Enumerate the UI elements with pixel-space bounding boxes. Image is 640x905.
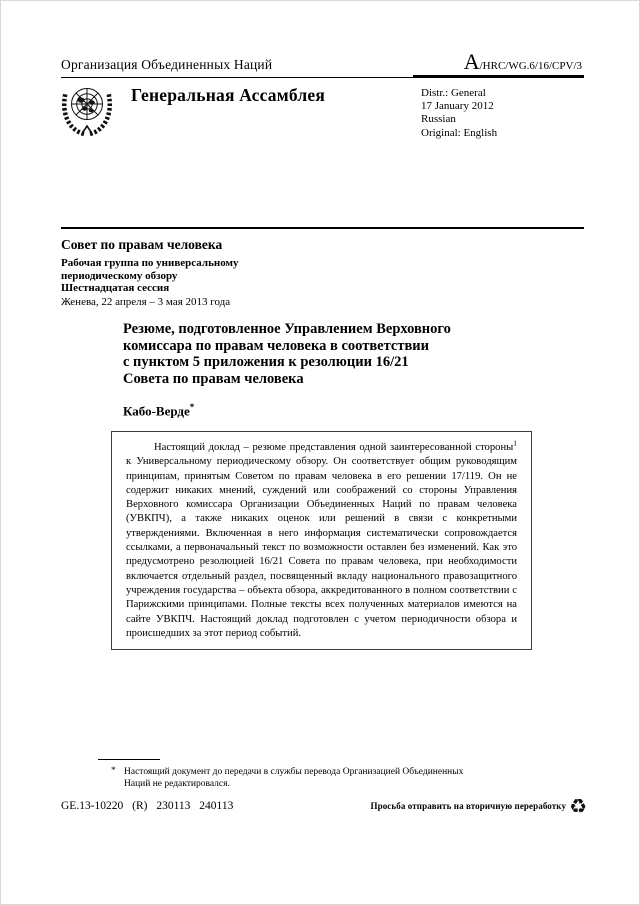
- original-line: Original: English: [421, 126, 498, 139]
- summary-text-part1: Настоящий доклад – резюме представления одной заинтересованной стороны: [154, 442, 514, 453]
- distribution-block: [421, 87, 497, 140]
- language-line: Russian: [421, 113, 456, 126]
- council-name: Совет по правам человека: [61, 237, 223, 252]
- title-line: Совета по правам человека: [123, 370, 304, 387]
- footnote-marker: *: [111, 766, 116, 776]
- footer-recycle-note: [371, 796, 588, 816]
- org-name: Организация Объединенных Наций: [61, 57, 273, 72]
- recycle-text: Просьба отправить на вторичную переработку: [370, 801, 567, 811]
- header-rule-thick: [413, 75, 584, 78]
- country-heading: [123, 402, 194, 419]
- title-line: Резюме, подготовленное Управлением Верховного: [123, 321, 451, 337]
- footnote-text: Настоящий документ до передачи в службы перевода Организацией Объединенных Наций не редактировался.: [124, 767, 464, 789]
- section-divider: [61, 227, 584, 229]
- recycle-icon: ♻: [569, 794, 587, 818]
- working-group-line: периодическому обзору: [61, 269, 178, 282]
- summary-footnote-ref: 1: [513, 438, 517, 448]
- title-line: комиссара по правам человека в соответствии: [123, 337, 429, 354]
- un-emblem-icon: [57, 80, 117, 140]
- country-name: Кабо-Верде: [123, 403, 190, 419]
- footer-document-code: GE.13-10220 (R) 230113 240113: [61, 800, 234, 812]
- assembly-title: Генеральная Ассамблея: [131, 85, 325, 105]
- symbol-letter: A: [463, 49, 480, 74]
- date-line: 17 January 2012: [421, 100, 494, 113]
- document-symbol: [464, 51, 582, 74]
- symbol-rest: /HRC/WG.6/16/CPV/3: [479, 60, 582, 72]
- venue-dates: Женева, 22 апреля – 3 мая 2013 года: [61, 295, 231, 308]
- summary-paragraph: [126, 438, 517, 641]
- footnote-separator: [98, 759, 160, 760]
- distr-line: Distr.: General: [421, 87, 486, 99]
- summary-box: [111, 431, 532, 650]
- working-group-line: Рабочая группа по универсальному: [61, 257, 239, 269]
- document-title: [123, 321, 563, 387]
- session-block: [61, 237, 301, 308]
- country-footnote-ref: *: [189, 402, 195, 412]
- footnote: [85, 767, 545, 790]
- title-line: с пунктом 5 приложения к резолюции 16/21: [123, 354, 409, 370]
- session-name: Шестнадцатая сессия: [61, 282, 170, 294]
- summary-text-part2: к Универсальному периодическому обзору. Он соответствует общим руководящим принципам, принятым Советом по правам человека в его решении 17/119. Он не содержит никаких мнений, суждений или соображений со стороны Управления Верховного комиссара Организации Объединенных Наций по правам человека (УВКПЧ), а также никаких оценок или решений в связи с конкретными утверждениями. Включенная в него информация систематически сопровождается ссылками, а первоначальный текст по возможности оставлен без изменений. Как это предусмотрено резолюцией 16/21 Совета по правам человека, при необходимости включается отдельный раздел, посвященный вкладу национального правозащитного учреждения государства – объекта обзора, аккредитованного в полном соответствии с Парижскими принципами. Полные тексты всех полученных материалов имеются на сайте УВКПЧ. Настоящий доклад подготовлен с учетом периодичности обзора и происшедших за этот период событий.: [126, 456, 517, 639]
